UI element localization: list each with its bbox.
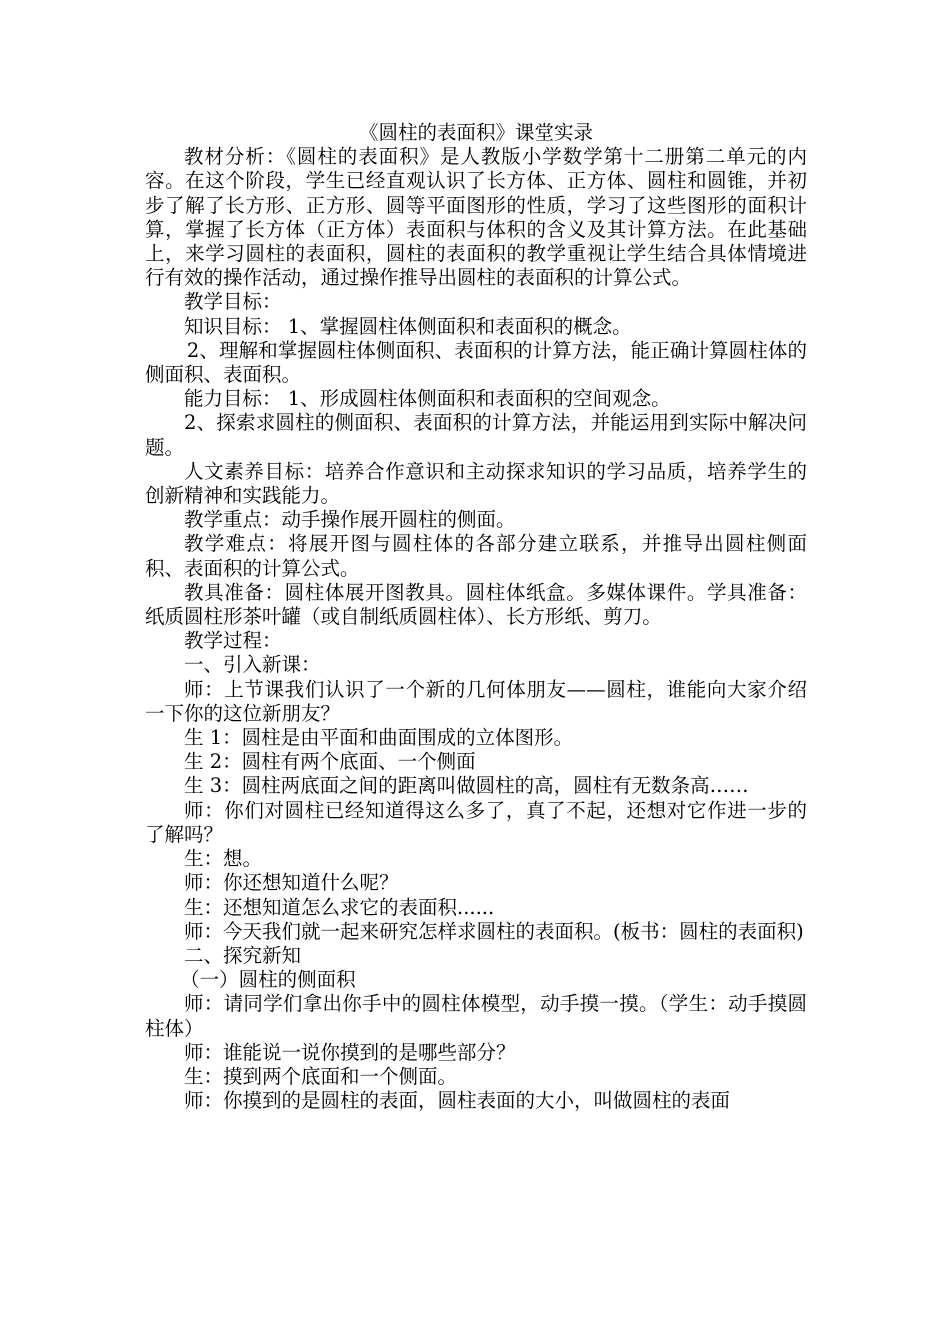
paragraph-teacher-3: 师：你还想知道什么呢？ [184,871,399,895]
paragraph-knowledge-goal-2: 2、理解和掌握圆柱体侧面积、表面积的计算方法，能正确计算圆柱体的侧面积、表面积。 [145,338,807,387]
paragraph-student-5: 生：还想知道怎么求它的表面积...... [184,895,495,919]
paragraph-section-explore: 二、探究新知 [184,943,302,967]
paragraph-teaching-aids: 教具准备：圆柱体展开图教具。圆柱体纸盒。多媒体课件。学具准备：纸质圆柱形茶叶罐（或自制纸质圆柱体）、长方形纸、剪刀。 [145,580,807,629]
paragraph-student-1: 生 1：圆柱是由平面和曲面围成的立体图形。 [184,726,574,750]
paragraph-student-3: 生 3：圆柱两底面之间的距离叫做圆柱的高，圆柱有无数条高…… [184,774,749,798]
paragraph-teaching-focus: 教学重点：动手操作展开圆柱的侧面。 [184,508,516,532]
paragraph-teacher-1: 师：上节课我们认识了一个新的几何体朋友——圆柱，谁能向大家介绍一下你的这位新朋友？ [145,677,807,725]
paragraph-subsection-lateral-area: （一）圆柱的侧面积 [180,968,356,992]
paragraph-textbook-analysis: 教材分析：《圆柱的表面积》是人教版小学数学第十二册第二单元的内容。在这个阶段，学生已经直观认识了长方体、正方体、圆柱和圆锥，并初步了解了长方形、正方形、圆等平面图形的性质，学习了这些图形的面积计算，掌握了长方体（正方体）表面积与体积的含义及其计算方法。在此基础上，来学习圆柱的表面积，圆柱的表面积的教学重视让学生结合具体情境进行有效的操作活动，通过操作推导出圆柱的表面积的计算公式。 [145,145,807,290]
paragraph-teaching-process: 教学过程： [184,629,282,653]
paragraph-humanities-goal: 人文素养目标：培养合作意识和主动探求知识的学习品质，培养学生的创新精神和实践能力。 [145,459,807,508]
paragraph-teacher-5: 师：请同学们拿出你手中的圆柱体模型，动手摸一摸。（学生：动手摸圆柱体） [145,992,807,1040]
paragraph-ability-goal: 能力目标： 1、形成圆柱体侧面积和表面积的空间观念。 [184,387,671,411]
paragraph-teacher-7: 师：你摸到的是圆柱的表面，圆柱表面的大小，叫做圆柱的表面 [184,1089,731,1113]
paragraph-teacher-2: 师：你们对圆柱已经知道得这么多了，真了不起，还想对它作进一步的了解吗？ [145,798,807,846]
document-page [145,121,807,1113]
paragraph-ability-goal-2: 2、探索求圆柱的侧面积、表面积的计算方法，并能运用到实际中解决问题。 [145,411,807,459]
paragraph-student-2: 生 2：圆柱有两个底面、一个侧面 [184,750,476,774]
paragraph-teacher-4: 师：今天我们就一起来研究怎样求圆柱的表面积。(板书：圆柱的表面积) [184,919,804,943]
paragraph-teacher-6: 师：谁能说一说你摸到的是哪些部分？ [184,1040,516,1064]
paragraph-teaching-difficulty: 教学难点：将展开图与圆柱体的各部分建立联系，并推导出圆柱侧面积、表面积的计算公式。 [145,532,807,580]
paragraph-student-6: 生：摸到两个底面和一个侧面。 [184,1064,458,1088]
paragraph-section-intro: 一、引入新课： [184,653,321,677]
document-title: 《圆柱的表面积》课堂实录 [358,121,593,144]
paragraph-teaching-goals: 教学目标： [184,290,282,314]
paragraph-knowledge-goal: 知识目标： 1、掌握圆柱体侧面积和表面积的概念。 [184,314,632,338]
paragraph-student-4: 生：想。 [184,847,263,871]
